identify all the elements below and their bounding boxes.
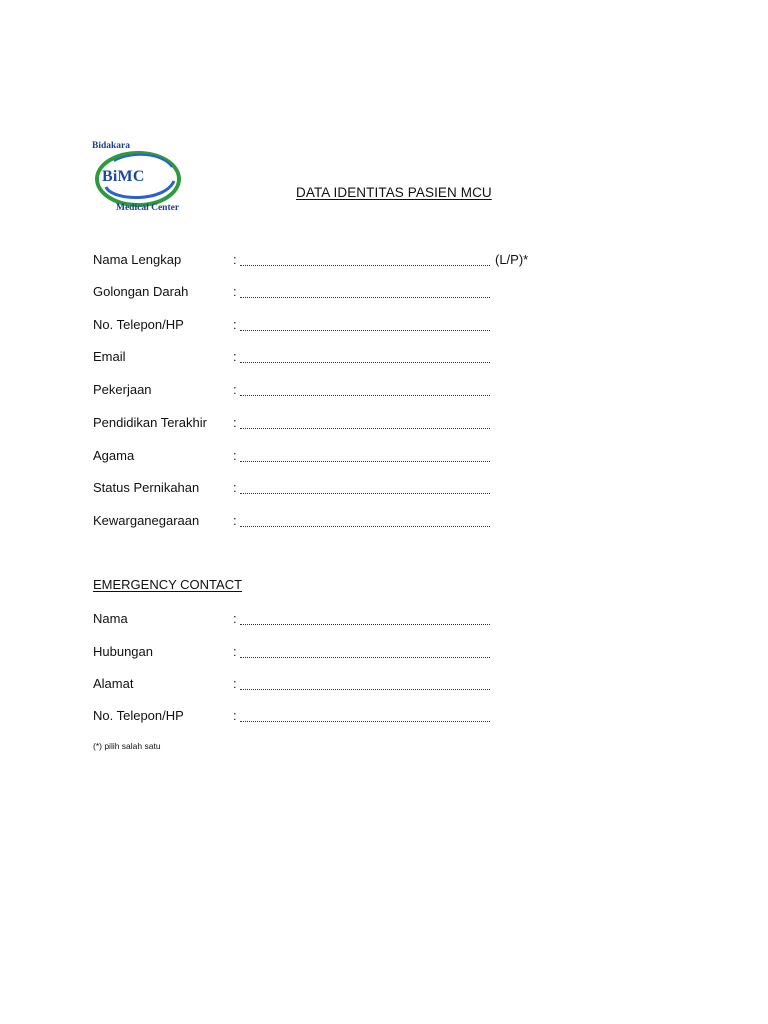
gender-option-text: (L/P)*	[495, 252, 529, 267]
field-colon: :	[233, 708, 237, 723]
fill-in-line[interactable]	[240, 265, 490, 266]
field-label: Pendidikan Terakhir	[93, 415, 207, 430]
fill-in-line[interactable]	[240, 330, 490, 331]
field-colon: :	[233, 284, 237, 299]
field-label: Golongan Darah	[93, 284, 189, 299]
fill-in-line[interactable]	[240, 526, 490, 527]
page-title: DATA IDENTITAS PASIEN MCU	[296, 185, 492, 200]
field-pendidikan-terakhir	[93, 415, 613, 433]
field-colon: :	[233, 349, 237, 364]
field-label: Email	[93, 349, 126, 364]
field-label: Status Pernikahan	[93, 480, 200, 495]
logo-bottom-text: Medical Center	[116, 203, 180, 213]
field-colon: :	[233, 448, 237, 463]
field-kewarganegaraan	[93, 513, 613, 531]
fill-in-line[interactable]	[240, 657, 490, 658]
field-label: Alamat	[93, 676, 134, 691]
fill-in-line[interactable]	[240, 297, 490, 298]
fill-in-line[interactable]	[240, 624, 490, 625]
field-colon: :	[233, 513, 237, 528]
fill-in-line[interactable]	[240, 395, 490, 396]
field-colon: :	[233, 415, 237, 430]
field-no-telepon	[93, 317, 613, 335]
fill-in-line[interactable]	[240, 721, 490, 722]
footnote: (*) pilih salah satu	[93, 741, 161, 751]
fill-in-line[interactable]	[240, 461, 490, 462]
field-colon: :	[233, 676, 237, 691]
field-colon: :	[233, 480, 237, 495]
logo-top-text: Bidakara	[92, 141, 131, 151]
field-colon: :	[233, 317, 237, 332]
field-emergency-no-telepon	[93, 708, 613, 726]
field-golongan-darah	[93, 284, 613, 302]
field-email	[93, 349, 613, 367]
field-label: Pekerjaan	[93, 382, 152, 397]
fill-in-line[interactable]	[240, 689, 490, 690]
logo-mark-text: BiMC	[102, 168, 145, 185]
field-emergency-nama	[93, 611, 613, 629]
field-pekerjaan	[93, 382, 613, 400]
field-agama	[93, 448, 613, 466]
emergency-contact-heading: EMERGENCY CONTACT	[93, 577, 243, 592]
field-emergency-hubungan	[93, 644, 613, 662]
fill-in-line[interactable]	[240, 493, 490, 494]
field-colon: :	[233, 252, 237, 267]
field-label: Nama Lengkap	[93, 252, 182, 267]
fill-in-line[interactable]	[240, 362, 490, 363]
field-label: Hubungan	[93, 644, 153, 659]
field-label: No. Telepon/HP	[93, 708, 184, 723]
bimc-logo	[92, 141, 202, 217]
field-emergency-alamat	[93, 676, 613, 694]
field-label: Nama	[93, 611, 128, 626]
field-nama-lengkap	[93, 252, 613, 270]
fill-in-line[interactable]	[240, 428, 490, 429]
field-label: Kewarganegaraan	[93, 513, 200, 528]
field-colon: :	[233, 382, 237, 397]
field-colon: :	[233, 611, 237, 626]
field-label: No. Telepon/HP	[93, 317, 184, 332]
field-colon: :	[233, 644, 237, 659]
field-status-pernikahan	[93, 480, 613, 498]
field-label: Agama	[93, 448, 135, 463]
